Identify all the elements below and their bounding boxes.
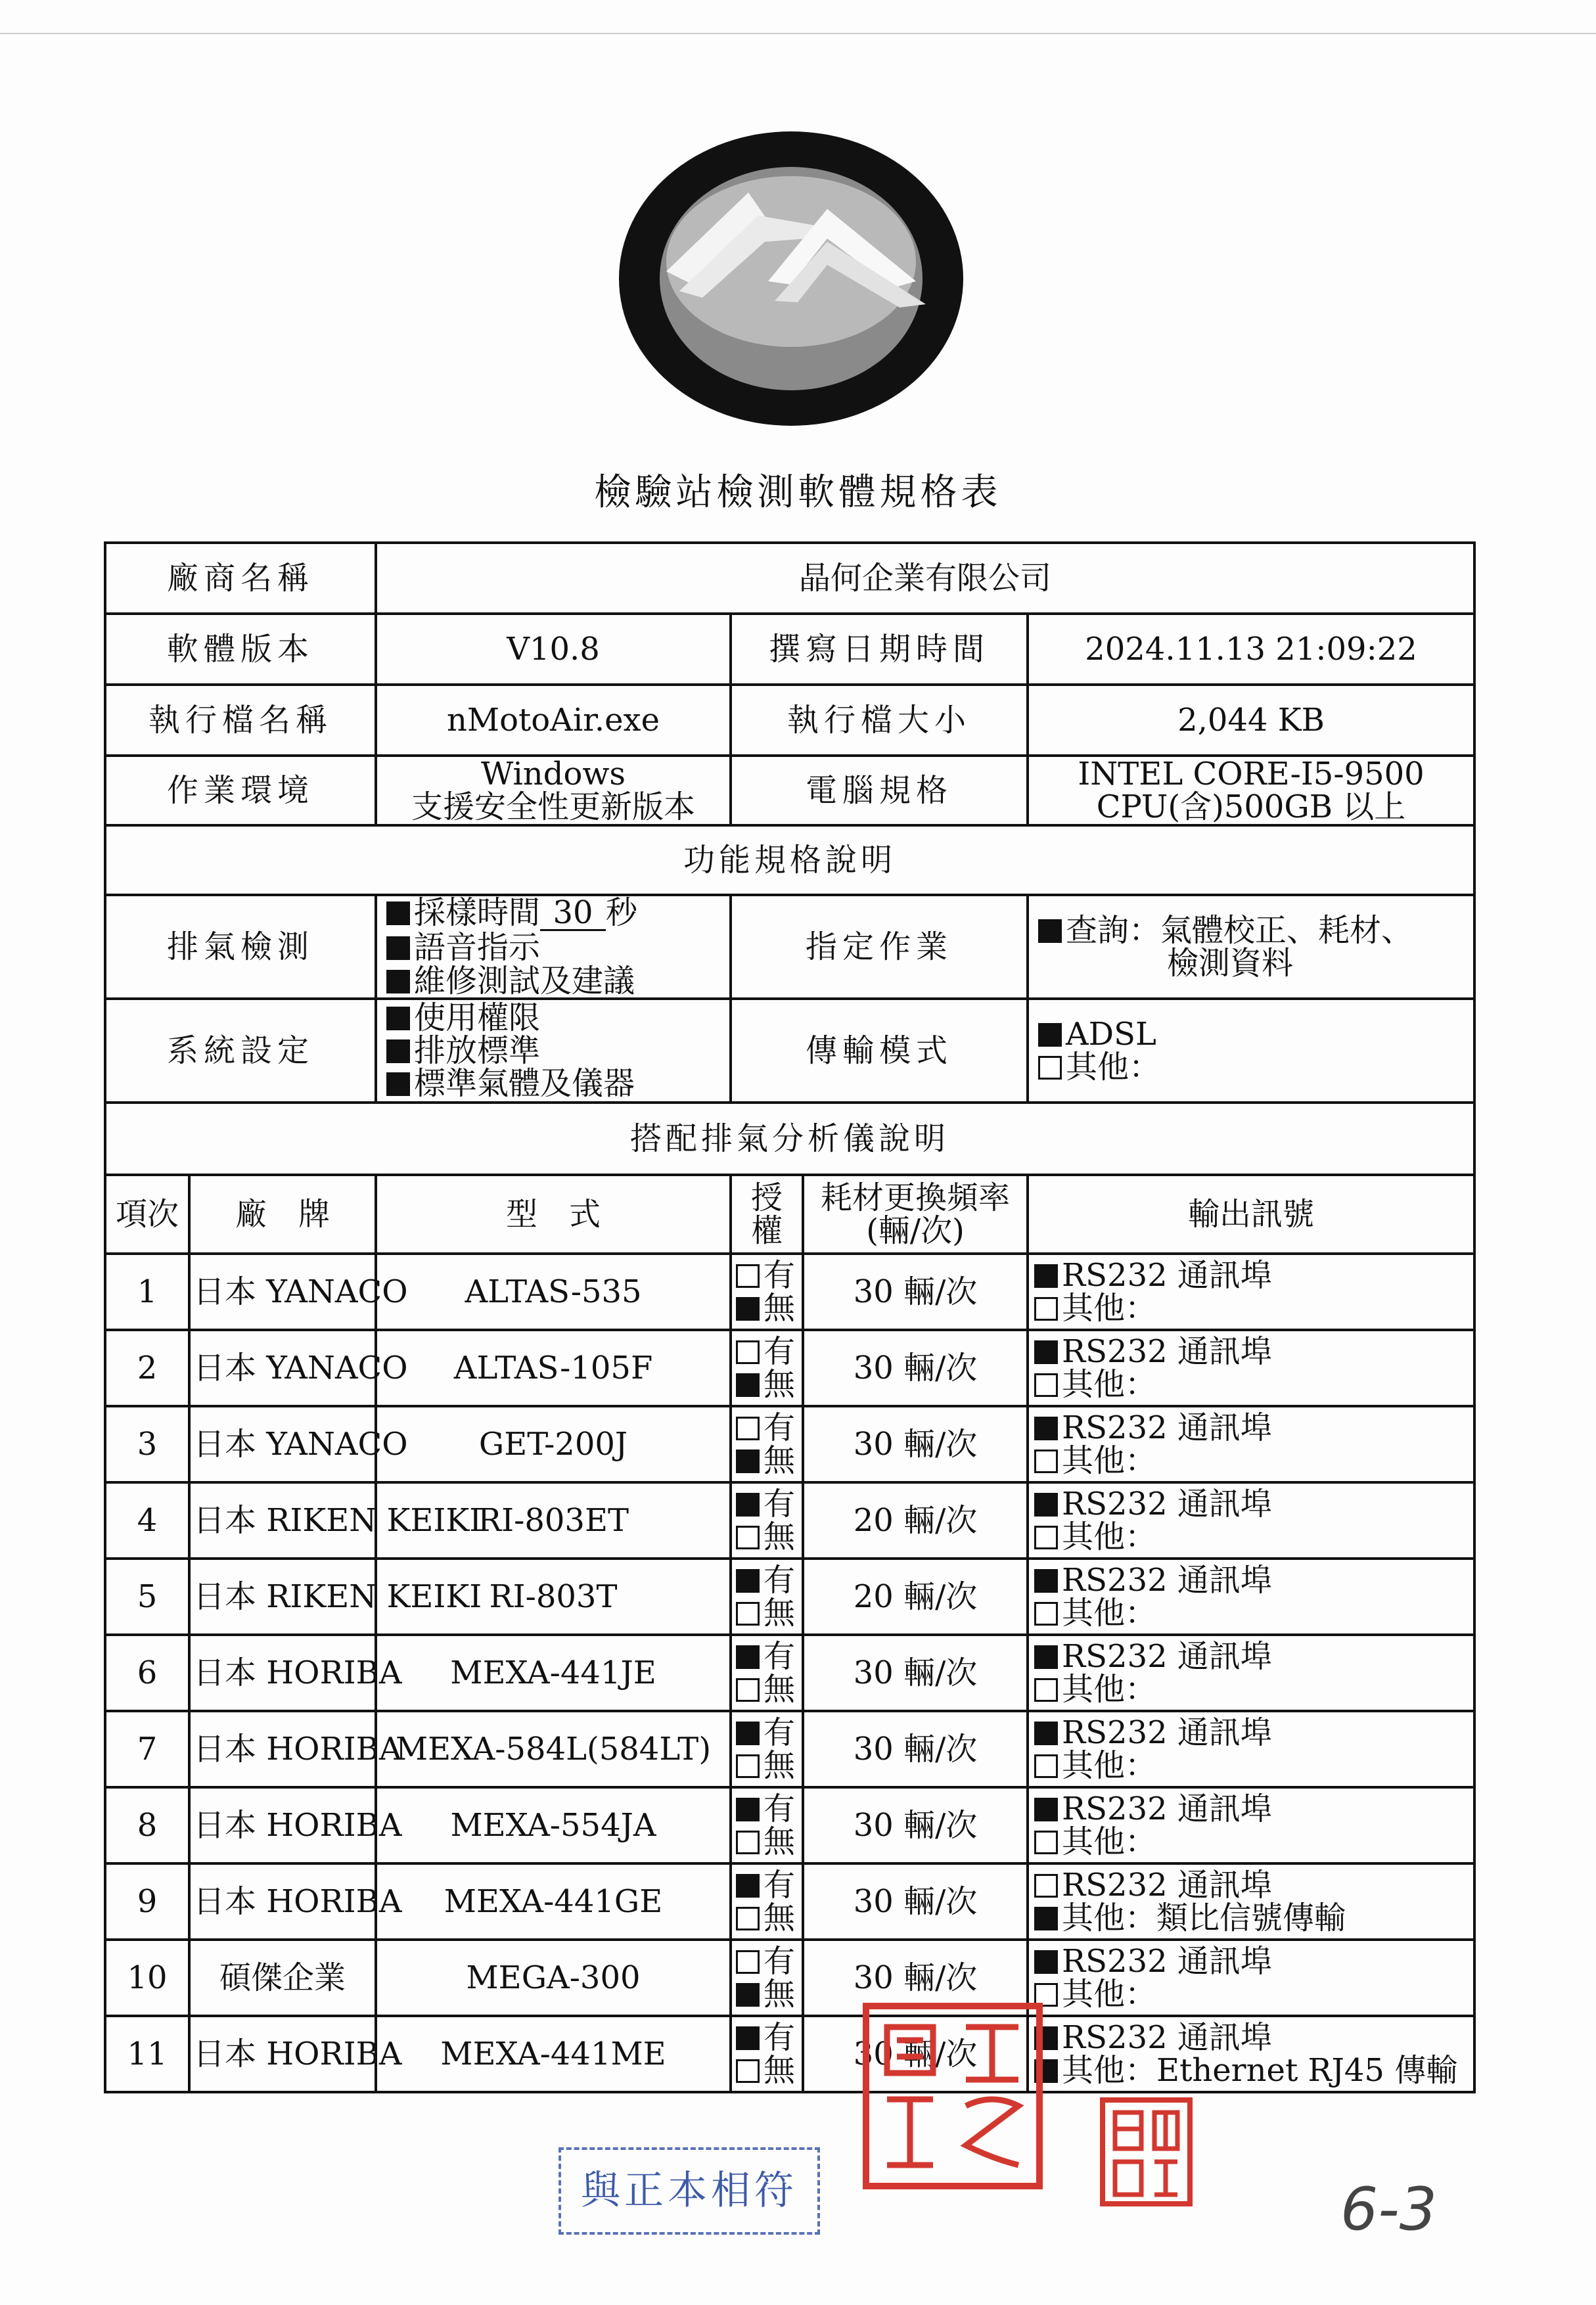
output-other-text: Ethernet RJ45 傳輸 <box>1156 2052 1458 2089</box>
output-other-checkbox[interactable] <box>1034 1449 1058 1473</box>
row-output: RS232 通訊埠 其他： <box>1028 1406 1474 1482</box>
row-freq: 30 輛/次 <box>803 1406 1028 1482</box>
checkbox-query[interactable] <box>1038 919 1062 943</box>
auth-yes-checkbox[interactable] <box>736 2026 760 2050</box>
row-brand: 日本 HORIBA <box>189 1711 376 1787</box>
row-brand: 日本 YANACO <box>189 1406 376 1482</box>
row-no: 9 <box>105 1863 189 1940</box>
rs232-checkbox[interactable] <box>1034 1340 1058 1364</box>
row-freq: 30 輛/次 <box>803 1863 1028 1940</box>
analyzers-header-row <box>105 1175 1474 1254</box>
auth-no-checkbox[interactable] <box>736 1449 760 1473</box>
company-seal-stamp <box>861 2001 1045 2191</box>
vendor-value: 晶何企業有限公司 <box>376 543 1474 614</box>
row-output: RS232 通訊埠 其他：類比信號傳輸 <box>1028 1863 1474 1940</box>
row-model: RI-803T <box>376 1559 731 1635</box>
assigned-line-2: 檢測資料 <box>1167 945 1294 982</box>
row-no: 2 <box>105 1330 189 1406</box>
row-brand: 日本 RIKEN KEIKI <box>189 1482 376 1559</box>
rs232-checkbox[interactable] <box>1034 1493 1058 1517</box>
row-model: MEXA-441GE <box>376 1863 731 1940</box>
rs232-checkbox[interactable] <box>1034 1798 1058 1821</box>
row-brand: 碩傑企業 <box>189 1940 376 2016</box>
document-title: 檢驗站檢測軟體規格表 <box>594 471 1002 514</box>
header-freq: 耗材更換頻率 (輛/次) <box>803 1175 1028 1254</box>
auth-yes-checkbox[interactable] <box>736 1340 760 1364</box>
analyzer-row <box>105 1635 1474 1711</box>
row-auth: 有 無 <box>731 1482 803 1559</box>
system-settings-label: 系統設定 <box>105 999 376 1103</box>
checkbox-emission-standard[interactable] <box>386 1039 410 1063</box>
row-auth: 有 無 <box>731 1863 803 1940</box>
row-freq: 30 輛/次 <box>803 1330 1028 1406</box>
row-model: MEXA-554JA <box>376 1787 731 1863</box>
transfer-options: ADSL 其他： <box>1028 999 1474 1103</box>
exhaust-options <box>376 895 731 999</box>
row-output: RS232 通訊埠 其他： <box>1028 1711 1474 1787</box>
checkbox-standard-gas[interactable] <box>386 1072 410 1096</box>
row-no: 3 <box>105 1406 189 1482</box>
checkbox-sampling[interactable] <box>386 901 410 925</box>
rs232-checkbox[interactable] <box>1034 1874 1058 1898</box>
auth-no-checkbox[interactable] <box>736 1297 760 1321</box>
assigned-task-label: 指定作業 <box>731 895 1028 999</box>
row-freq: 30 輛/次 <box>803 1787 1028 1863</box>
header-no: 項次 <box>105 1175 189 1254</box>
auth-yes-checkbox[interactable] <box>736 1645 760 1669</box>
checkbox-transfer-other[interactable] <box>1038 1056 1062 1080</box>
date-label: 撰寫日期時間 <box>731 614 1028 685</box>
row-brand: 日本 HORIBA <box>189 1635 376 1711</box>
row-auth: 有 無 <box>731 1940 803 2016</box>
row-no: 11 <box>105 2016 189 2092</box>
certified-copy-stamp: 與正本相符 <box>559 2147 820 2235</box>
exe-size-label: 執行檔大小 <box>731 685 1028 756</box>
row-brand: 日本 YANACO <box>189 1330 376 1406</box>
system-options: 使用權限 排放標準 標準氣體及儀器 <box>376 999 731 1103</box>
header-brand: 廠 牌 <box>189 1175 376 1254</box>
sampling-seconds: 30 <box>540 896 606 931</box>
row-no: 8 <box>105 1787 189 1863</box>
checkbox-maintenance[interactable] <box>386 970 410 993</box>
pc-spec-value <box>1028 756 1474 825</box>
row-model: MEXA-441JE <box>376 1635 731 1711</box>
pc-spec-line-2: CPU(含)500GB 以上 <box>1096 788 1406 825</box>
row-no: 5 <box>105 1559 189 1635</box>
assigned-task-value <box>1028 895 1474 999</box>
row-auth: 有 無 <box>731 2016 803 2092</box>
row-auth: 有 無 <box>731 1559 803 1635</box>
row-brand: 日本 RIKEN KEIKI <box>189 1559 376 1635</box>
vendor-label: 廠商名稱 <box>105 543 376 614</box>
version-value: V10.8 <box>376 614 731 685</box>
assigned-line-1: 查詢：氣體校正、耗材、 <box>1066 911 1413 949</box>
scan-edge <box>0 33 1596 34</box>
analyzer-row <box>105 1711 1474 1787</box>
output-other-checkbox[interactable] <box>1034 1373 1058 1397</box>
output-other-text: 類比信號傳輸 <box>1156 1900 1346 1937</box>
auth-no-checkbox[interactable] <box>736 2059 760 2083</box>
output-other-checkbox[interactable] <box>1034 1297 1058 1321</box>
rs232-checkbox[interactable] <box>1034 1264 1058 1288</box>
row-no: 6 <box>105 1635 189 1711</box>
auth-no-checkbox[interactable] <box>736 1373 760 1397</box>
auth-no-checkbox[interactable] <box>736 1602 760 1626</box>
row-auth: 有 無 <box>731 1635 803 1711</box>
responsible-person-seal <box>1099 2096 1194 2208</box>
row-output: RS232 通訊埠 其他： <box>1028 1940 1474 2016</box>
pc-spec-label: 電腦規格 <box>731 756 1028 825</box>
exe-value: nMotoAir.exe <box>376 685 731 756</box>
auth-yes-checkbox[interactable] <box>736 1264 760 1288</box>
env-value <box>376 756 731 825</box>
analyzer-row <box>105 2016 1474 2092</box>
analyzer-row <box>105 1787 1474 1863</box>
checkbox-voice[interactable] <box>386 936 410 960</box>
analyzer-rows <box>105 1254 1474 2092</box>
checkbox-permissions[interactable] <box>386 1007 410 1030</box>
row-auth: 有 無 <box>731 1406 803 1482</box>
row-model: ALTAS-105F <box>376 1330 731 1406</box>
exe-label: 執行檔名稱 <box>105 685 376 756</box>
output-other-checkbox[interactable] <box>1034 1907 1058 1930</box>
header-output: 輸出訊號 <box>1028 1175 1474 1254</box>
auth-yes-checkbox[interactable] <box>736 1569 760 1593</box>
pc-spec-line-1: INTEL CORE-I5-9500 <box>1078 755 1425 792</box>
output-other-checkbox[interactable] <box>1034 1831 1058 1854</box>
analyzer-row <box>105 1559 1474 1635</box>
analyzer-row <box>105 1254 1474 1330</box>
checkbox-adsl[interactable] <box>1038 1023 1062 1047</box>
row-no: 4 <box>105 1482 189 1559</box>
transfer-mode-label: 傳輸模式 <box>731 999 1028 1103</box>
row-freq: 20 輛/次 <box>803 1482 1028 1559</box>
row-brand: 日本 HORIBA <box>189 1787 376 1863</box>
row-auth: 有 無 <box>731 1787 803 1863</box>
env-line-2: 支援安全性更新版本 <box>411 788 696 825</box>
output-other-checkbox[interactable] <box>1034 1754 1058 1778</box>
header-model: 型 式 <box>376 1175 731 1254</box>
env-line-1: Windows <box>480 755 626 792</box>
auth-no-checkbox[interactable] <box>736 1526 760 1549</box>
rs232-checkbox[interactable] <box>1034 1645 1058 1669</box>
auth-no-checkbox[interactable] <box>736 1754 760 1778</box>
analyzer-row <box>105 1863 1474 1940</box>
row-brand: 日本 HORIBA <box>189 2016 376 2092</box>
analyzers-section-title: 搭配排氣分析儀說明 <box>105 1103 1474 1175</box>
auth-yes-checkbox[interactable] <box>736 1493 760 1517</box>
functions-section-title: 功能規格說明 <box>105 825 1474 895</box>
row-no: 10 <box>105 1940 189 2016</box>
row-freq: 30 輛/次 <box>803 1635 1028 1711</box>
row-output: RS232 通訊埠 其他： <box>1028 1330 1474 1406</box>
date-value: 2024.11.13 21:09:22 <box>1028 614 1474 685</box>
auth-yes-checkbox[interactable] <box>736 1874 760 1898</box>
auth-yes-checkbox[interactable] <box>736 1798 760 1821</box>
row-auth: 有 無 <box>731 1330 803 1406</box>
row-brand: 日本 HORIBA <box>189 1863 376 1940</box>
output-other-checkbox[interactable] <box>1034 1526 1058 1549</box>
analyzer-row <box>105 1406 1474 1482</box>
auth-yes-checkbox[interactable] <box>736 1950 760 1974</box>
company-logo <box>617 130 965 427</box>
env-label: 作業環境 <box>105 756 376 825</box>
row-output: RS232 通訊埠 其他：Ethernet RJ45 傳輸 <box>1028 2016 1474 2092</box>
rs232-checkbox[interactable] <box>1034 1722 1058 1745</box>
row-freq: 30 輛/次 <box>803 2016 1028 2092</box>
row-output: RS232 通訊埠 其他： <box>1028 1787 1474 1863</box>
rs232-checkbox[interactable] <box>1034 1950 1058 1974</box>
auth-no-checkbox[interactable] <box>736 1831 760 1854</box>
rs232-checkbox[interactable] <box>1034 1569 1058 1593</box>
row-model: GET-200J <box>376 1406 731 1482</box>
auth-yes-checkbox[interactable] <box>736 1722 760 1745</box>
exhaust-label: 排氣檢測 <box>105 895 376 999</box>
version-label: 軟體版本 <box>105 614 376 685</box>
analyzer-row <box>105 1940 1474 2016</box>
exhaust-option-sampling: 採樣時間 30 秒 <box>386 896 720 931</box>
analyzer-row <box>105 1330 1474 1406</box>
row-auth: 有 無 <box>731 1711 803 1787</box>
auth-no-checkbox[interactable] <box>736 1907 760 1930</box>
page-mark: 6-3 <box>1340 2175 1437 2244</box>
row-model: RI-803ET <box>376 1482 731 1559</box>
row-freq: 30 輛/次 <box>803 1711 1028 1787</box>
row-freq: 30 輛/次 <box>803 1254 1028 1330</box>
row-brand: 日本 YANACO <box>189 1254 376 1330</box>
analyzer-row <box>105 1482 1474 1559</box>
row-output: RS232 通訊埠 其他： <box>1028 1635 1474 1711</box>
row-model: MEXA-441ME <box>376 2016 731 2092</box>
row-model: MEGA-300 <box>376 1940 731 2016</box>
row-no: 1 <box>105 1254 189 1330</box>
auth-yes-checkbox[interactable] <box>736 1417 760 1440</box>
row-no: 7 <box>105 1711 189 1787</box>
row-auth: 有 無 <box>731 1254 803 1330</box>
exhaust-option-voice: 語音指示 <box>386 931 720 964</box>
rs232-checkbox[interactable] <box>1034 1417 1058 1440</box>
output-other-checkbox[interactable] <box>1034 1602 1058 1626</box>
row-output: RS232 通訊埠 其他： <box>1028 1254 1474 1330</box>
auth-no-checkbox[interactable] <box>736 1983 760 2007</box>
exe-size-value: 2,044 KB <box>1028 685 1474 756</box>
row-freq: 20 輛/次 <box>803 1559 1028 1635</box>
row-output: RS232 通訊埠 其他： <box>1028 1559 1474 1635</box>
row-freq: 30 輛/次 <box>803 1940 1028 2016</box>
header-auth: 授 權 <box>731 1175 803 1254</box>
output-other-checkbox[interactable] <box>1034 1678 1058 1702</box>
exhaust-option-maintenance: 維修測試及建議 <box>386 965 720 997</box>
row-model: MEXA-584L(584LT) <box>376 1711 731 1787</box>
spec-table <box>104 541 1476 2093</box>
row-output: RS232 通訊埠 其他： <box>1028 1482 1474 1559</box>
auth-no-checkbox[interactable] <box>736 1678 760 1702</box>
row-model: ALTAS-535 <box>376 1254 731 1330</box>
